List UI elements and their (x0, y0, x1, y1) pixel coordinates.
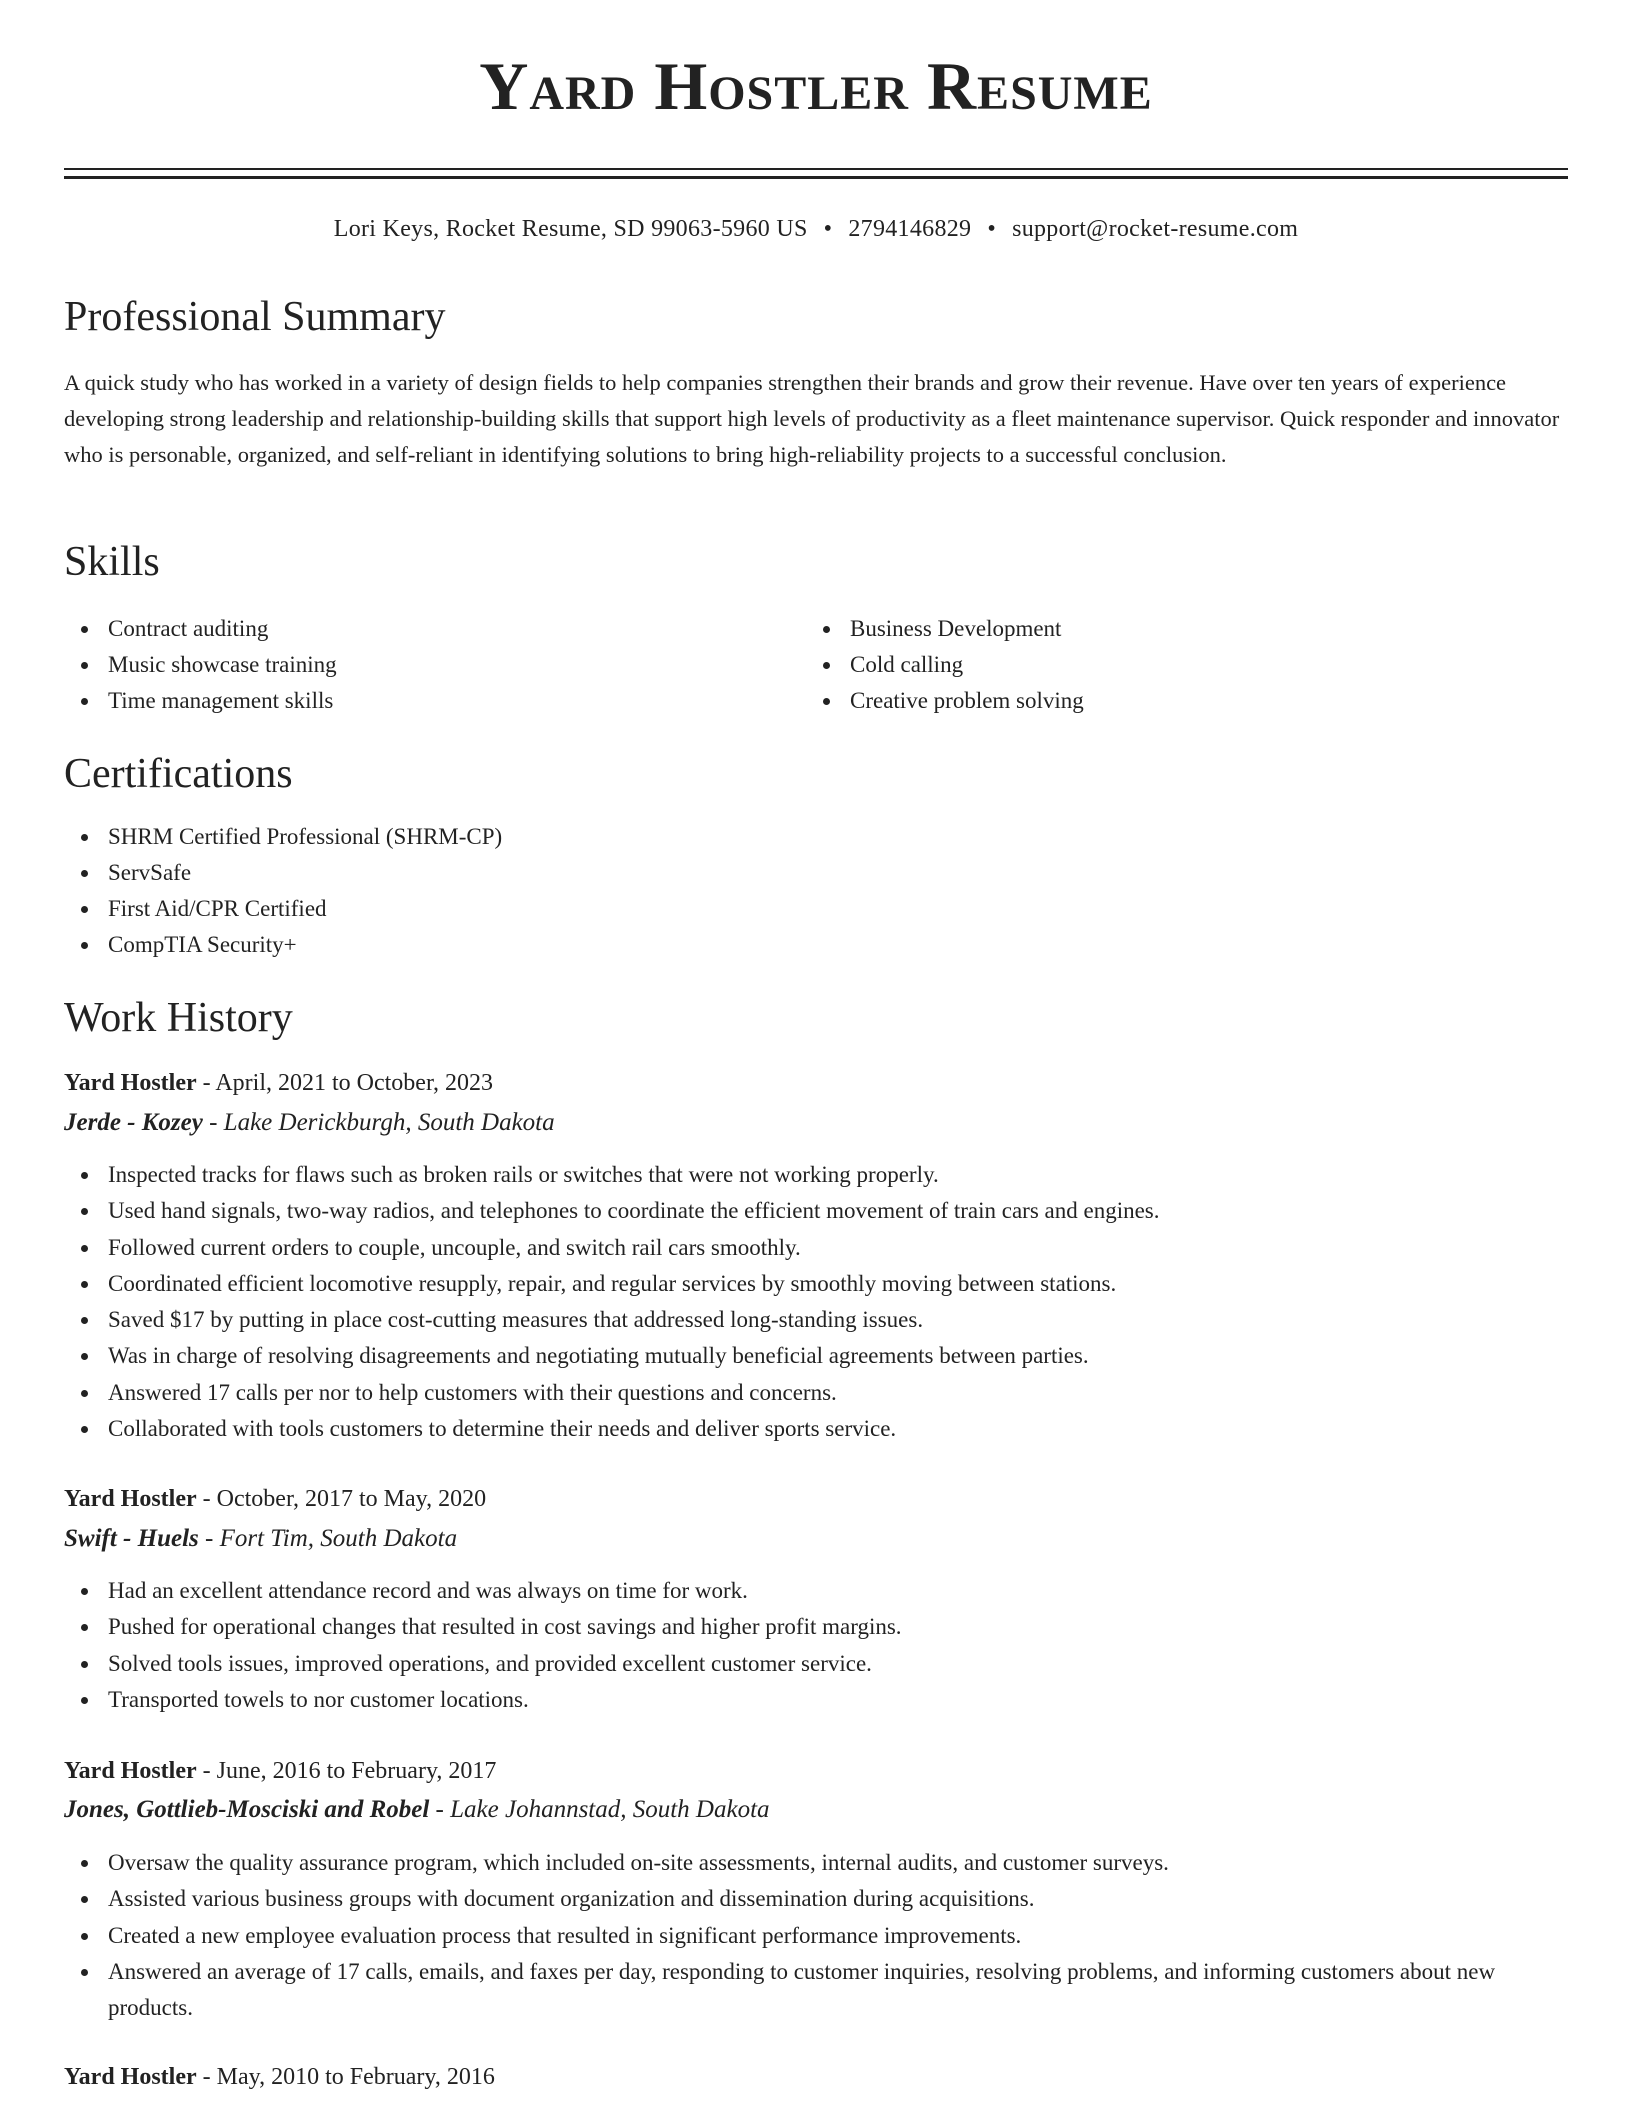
job-title: Yard Hostler (64, 1070, 197, 1096)
skill-item: Cold calling (806, 647, 1506, 683)
job-location: - Fort Tim, South Dakota (198, 1525, 458, 1552)
job-bullet: Coordinated efficient locomotive resupply, repair, and regular services by smoothly moving between stations. (64, 1266, 1568, 1302)
job-header (64, 1487, 486, 1511)
job-title: Yard Hostler (64, 1758, 197, 1784)
job-bullet: Assisted various business groups with document organization and dissemination during acquisitions. (64, 1881, 1568, 1917)
job-bullet: Collaborated with tools customers to determine their needs and deliver sports service. (64, 1411, 1568, 1447)
job-dates: - May, 2010 to February, 2016 (196, 2064, 495, 2090)
job-bullets (64, 1573, 1568, 1718)
skill-item: Business Development (806, 611, 1506, 647)
skills-list-right (806, 611, 1506, 719)
job-title: Yard Hostler (64, 1486, 197, 1512)
contact-email: support@rocket-resume.com (1012, 216, 1299, 242)
skill-item: Creative problem solving (806, 683, 1506, 719)
certification-item: ServSafe (64, 855, 1264, 891)
contact-separator: • (987, 216, 997, 242)
job-bullet: Had an excellent attendance record and was always on time for work. (64, 1573, 1568, 1609)
job-title: Yard Hostler (64, 2064, 197, 2090)
job-bullet: Followed current orders to couple, uncouple, and switch rail cars smoothly. (64, 1230, 1568, 1266)
contact-address: Lori Keys, Rocket Resume, SD 99063-5960 US (333, 216, 808, 242)
job-bullet: Transported towels to nor customer locations. (64, 1682, 1568, 1718)
job-bullet: Used hand signals, two-way radios, and telephones to coordinate the efficient movement of train cars and engines. (64, 1193, 1568, 1229)
job-location: - Lake Derickburgh, South Dakota (202, 1109, 555, 1136)
certifications-heading: Certifications (64, 751, 293, 797)
contact-phone: 2794146829 (848, 216, 972, 242)
job-bullet: Was in charge of resolving disagreements and negotiating mutually beneficial agreements between parties. (64, 1338, 1568, 1374)
certification-item: SHRM Certified Professional (SHRM-CP) (64, 819, 1264, 855)
job-company: Swift - Huels (64, 1525, 199, 1552)
job-bullets (64, 1157, 1568, 1447)
skill-item: Music showcase training (64, 647, 764, 683)
job-dates: - June, 2016 to February, 2017 (196, 1758, 497, 1784)
job-dates: - April, 2021 to October, 2023 (196, 1070, 493, 1096)
job-location: - Lake Johannstad, South Dakota (429, 1796, 770, 1823)
skills-list-left (64, 611, 764, 719)
contact-line (64, 216, 1568, 243)
job-bullets (64, 1845, 1568, 2026)
certification-item: CompTIA Security+ (64, 927, 1264, 963)
job-bullet: Oversaw the quality assurance program, which included on-site assessments, internal audits, and customer surveys. (64, 1845, 1568, 1881)
job-company-line (64, 1526, 457, 1551)
title-divider-top (64, 168, 1568, 170)
certification-item: First Aid/CPR Certified (64, 891, 1264, 927)
skill-item: Time management skills (64, 683, 764, 719)
job-bullet: Saved $17 by putting in place cost-cutting measures that addressed long-standing issues. (64, 1302, 1568, 1338)
summary-text: A quick study who has worked in a variety of design fields to help companies strengthen their brands and grow their revenue. Have over ten years of experience developing strong leadership and relationship-building skills that support high levels of productivity as a fleet maintenance supervisor. Quick responder and innovator who is personable, organized, and self-reliant in identifying solutions to bring high-reliability projects to a successful conclusion. (64, 370, 1560, 467)
job-company: Jerde - Kozey (64, 1109, 203, 1136)
title-divider-bottom (64, 176, 1568, 179)
work-history-heading: Work History (64, 995, 293, 1041)
job-header (64, 1759, 496, 1783)
job-bullet: Pushed for operational changes that resulted in cost savings and higher profit margins. (64, 1609, 1568, 1645)
summary-heading: Professional Summary (64, 294, 446, 340)
job-bullet: Solved tools issues, improved operations, and provided excellent customer service. (64, 1646, 1568, 1682)
job-dates: - October, 2017 to May, 2020 (196, 1486, 487, 1512)
job-bullet: Answered 17 calls per nor to help customers with their questions and concerns. (64, 1375, 1568, 1411)
job-company-line (64, 1797, 770, 1822)
skill-item: Contract auditing (64, 611, 764, 647)
job-company: Jones, Gottlieb-Mosciski and Robel (64, 1796, 430, 1823)
job-header (64, 1071, 493, 1095)
resume-title: Yard Hostler Resume (479, 48, 1153, 124)
job-bullet: Answered an average of 17 calls, emails, and faxes per day, responding to customer inquiries, resolving problems, and informing customers about new products. (64, 1954, 1568, 2027)
job-header (64, 2065, 495, 2089)
job-bullet: Inspected tracks for flaws such as broken rails or switches that were not working properly. (64, 1157, 1568, 1193)
skills-heading: Skills (64, 539, 160, 585)
contact-separator: • (823, 216, 833, 242)
certifications-list (64, 819, 1264, 963)
job-bullet: Created a new employee evaluation process that resulted in significant performance improvements. (64, 1918, 1568, 1954)
job-company-line (64, 1110, 555, 1135)
